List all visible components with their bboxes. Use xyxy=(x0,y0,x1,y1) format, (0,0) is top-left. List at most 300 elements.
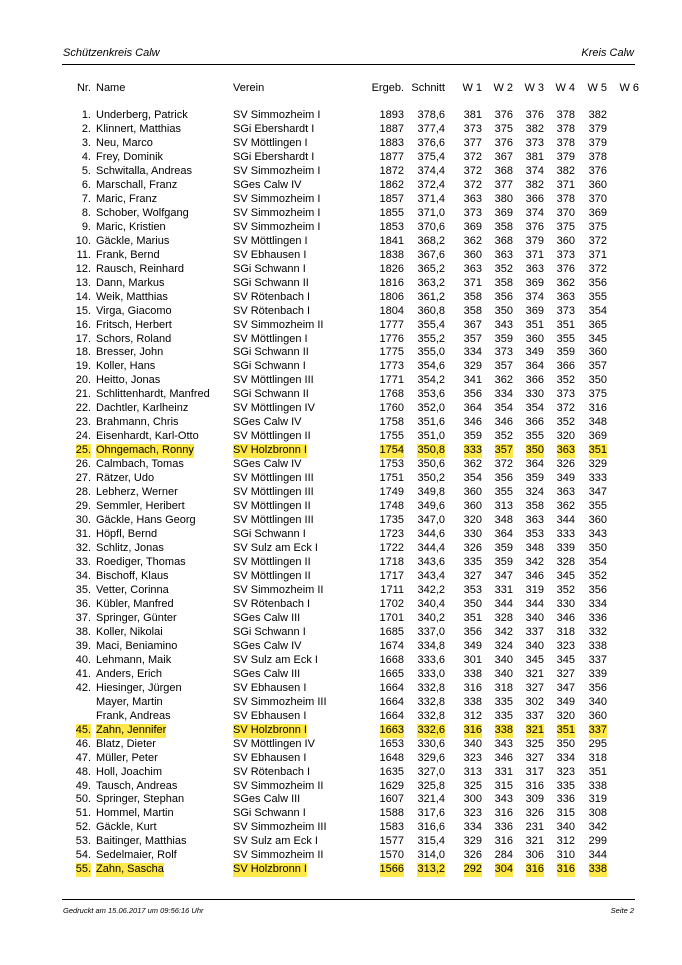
table-row xyxy=(0,584,682,598)
round-5-score: 356 xyxy=(588,276,607,289)
round-4-score: 320 xyxy=(556,709,575,722)
club: SV Simmozheim III xyxy=(233,821,327,834)
shooter-name: Brahmann, Chris xyxy=(96,416,179,429)
round-3-score: 350 xyxy=(525,444,544,457)
average-score: 330,6 xyxy=(417,737,445,750)
club: SGes Calw IV xyxy=(233,416,302,429)
table-row xyxy=(0,374,682,388)
average-score: 340,2 xyxy=(417,611,445,624)
club: SV Sulz am Eck I xyxy=(233,542,318,555)
round-5-score: 332 xyxy=(588,625,607,638)
round-1-score: 326 xyxy=(463,849,482,862)
table-row xyxy=(0,780,682,794)
rank: 23. xyxy=(75,416,91,429)
round-5-score: 369 xyxy=(588,430,607,443)
total-score: 1588 xyxy=(379,807,404,820)
table-row xyxy=(0,207,682,221)
round-5-score: 308 xyxy=(588,807,607,820)
total-score: 1758 xyxy=(379,416,404,429)
table-row xyxy=(0,626,682,640)
rank: 55. xyxy=(75,863,91,876)
round-1-score: 334 xyxy=(463,821,482,834)
round-2-score: 357 xyxy=(494,444,513,457)
table-row xyxy=(0,542,682,556)
round-1-score: 362 xyxy=(463,458,482,471)
average-score: 378,6 xyxy=(417,109,445,121)
total-score: 1883 xyxy=(379,136,404,149)
round-4-score: 335 xyxy=(556,779,575,792)
club: SV Holzbronn I xyxy=(233,863,307,876)
total-score: 1668 xyxy=(379,653,404,666)
shooter-name: Dann, Markus xyxy=(96,276,165,289)
round-2-score: 358 xyxy=(494,276,513,289)
average-score: 371,4 xyxy=(417,192,445,205)
club: SV Möttlingen I xyxy=(233,234,308,247)
round-1-score: 356 xyxy=(463,388,482,401)
total-score: 1718 xyxy=(379,556,404,568)
round-4-score: 355 xyxy=(556,332,575,345)
round-5-score: 318 xyxy=(588,751,607,764)
round-5-score: 338 xyxy=(588,779,607,792)
round-2-score: 334 xyxy=(494,388,513,401)
round-2-score: 343 xyxy=(494,793,513,806)
table-row xyxy=(0,486,682,500)
col-header-w3: W 3 xyxy=(524,82,544,94)
shooter-name: Vetter, Corinna xyxy=(96,583,169,596)
round-2-score: 318 xyxy=(494,681,513,694)
total-score: 1653 xyxy=(379,737,404,750)
round-4-score: 351 xyxy=(556,318,575,331)
total-score: 1751 xyxy=(379,472,404,485)
rank: 3. xyxy=(81,136,91,149)
shooter-name: Gäckle, Hans Georg xyxy=(96,514,196,527)
rank: 17. xyxy=(75,332,91,345)
total-score: 1674 xyxy=(379,639,404,652)
total-score: 1749 xyxy=(379,486,404,499)
club: SV Sulz am Eck I xyxy=(233,835,318,848)
shooter-name: Höpfl, Bernd xyxy=(96,528,158,541)
round-5-score: 343 xyxy=(588,528,607,541)
shooter-name: Maric, Kristien xyxy=(96,220,166,233)
club: SV Rötenbach I xyxy=(233,290,311,303)
club: SGi Schwann I xyxy=(233,360,306,373)
round-1-score: 373 xyxy=(463,206,482,219)
total-score: 1753 xyxy=(379,458,404,471)
table-row xyxy=(0,793,682,807)
shooter-name: Semmler, Heribert xyxy=(96,500,185,513)
round-5-score: 342 xyxy=(588,821,607,834)
round-3-score: 366 xyxy=(525,192,544,205)
round-2-score: 352 xyxy=(494,262,513,275)
round-4-score: 382 xyxy=(556,164,575,177)
rank: 22. xyxy=(75,402,91,415)
round-5-score: 344 xyxy=(588,849,607,862)
club: SGes Calw IV xyxy=(233,178,302,191)
round-1-score: 316 xyxy=(463,681,482,694)
round-2-score: 372 xyxy=(494,458,513,471)
shooter-name: Neu, Marco xyxy=(96,136,153,149)
round-4-score: 320 xyxy=(556,430,575,443)
average-score: 367,6 xyxy=(417,248,445,261)
table-row xyxy=(0,388,682,402)
round-4-score: 372 xyxy=(556,402,575,415)
round-4-score: 327 xyxy=(556,667,575,680)
average-score: 350,2 xyxy=(417,472,445,485)
rank: 26. xyxy=(75,458,91,471)
round-3-score: 374 xyxy=(525,290,544,303)
round-5-score: 352 xyxy=(588,569,607,582)
shooter-name: Schors, Roland xyxy=(96,332,172,345)
round-2-score: 376 xyxy=(494,109,513,121)
rank: 38. xyxy=(75,625,91,638)
shooter-name: Weik, Matthias xyxy=(96,290,168,303)
shooter-name: Ohngemach, Ronny xyxy=(96,444,194,457)
table-row xyxy=(0,430,682,444)
round-1-score: 326 xyxy=(463,542,482,555)
round-5-score: 357 xyxy=(588,360,607,373)
shooter-name: Springer, Günter xyxy=(96,611,177,624)
round-2-score: 373 xyxy=(494,346,513,359)
rank: 16. xyxy=(75,318,91,331)
average-score: 332,8 xyxy=(417,695,445,708)
average-score: 351,6 xyxy=(417,416,445,429)
club: SV Rötenbach I xyxy=(233,765,311,778)
average-score: 349,8 xyxy=(417,486,445,499)
round-3-score: 324 xyxy=(525,486,544,499)
round-1-score: 359 xyxy=(463,430,482,443)
total-score: 1855 xyxy=(379,206,404,219)
round-1-score: 320 xyxy=(463,514,482,527)
round-4-score: 362 xyxy=(556,276,575,289)
rank: 28. xyxy=(75,486,91,499)
table-row-highlighted xyxy=(0,863,682,877)
round-3-score: 374 xyxy=(525,206,544,219)
round-4-score: 360 xyxy=(556,234,575,247)
round-2-score: 357 xyxy=(494,360,513,373)
club: SV Simmozheim I xyxy=(233,220,321,233)
round-4-score: 312 xyxy=(556,835,575,848)
total-score: 1857 xyxy=(379,192,404,205)
round-2-score: 340 xyxy=(494,653,513,666)
round-1-score: 334 xyxy=(463,346,482,359)
total-score: 1663 xyxy=(379,723,404,736)
round-4-score: 376 xyxy=(556,262,575,275)
round-5-score: 379 xyxy=(588,136,607,149)
round-2-score: 331 xyxy=(494,583,513,596)
round-2-score: 364 xyxy=(494,528,513,541)
page-number: Seite 2 xyxy=(610,906,634,915)
table-row xyxy=(0,416,682,430)
round-2-score: 354 xyxy=(494,402,513,415)
round-4-score: 344 xyxy=(556,514,575,527)
round-3-score: 330 xyxy=(525,388,544,401)
shooter-name: Springer, Stephan xyxy=(96,793,185,806)
table-row xyxy=(0,402,682,416)
round-1-score: 333 xyxy=(463,444,482,457)
round-1-score: 329 xyxy=(463,360,482,373)
total-score: 1735 xyxy=(379,514,404,527)
round-2-score: 342 xyxy=(494,625,513,638)
round-4-score: 359 xyxy=(556,346,575,359)
round-3-score: 316 xyxy=(525,863,544,876)
total-score: 1711 xyxy=(380,583,404,596)
round-1-score: 381 xyxy=(463,109,482,121)
club: SV Möttlingen I xyxy=(233,332,308,345)
round-3-score: 309 xyxy=(525,793,544,806)
table-row xyxy=(0,151,682,165)
rank: 5. xyxy=(81,164,91,177)
table-row xyxy=(0,109,682,123)
rank: 32. xyxy=(75,542,91,555)
round-4-score: 318 xyxy=(556,625,575,638)
round-2-score: 358 xyxy=(494,220,513,233)
total-score: 1566 xyxy=(379,863,404,876)
table-row xyxy=(0,612,682,626)
round-3-score: 345 xyxy=(525,653,544,666)
shooter-name: Tausch, Andreas xyxy=(96,779,178,792)
table-row xyxy=(0,319,682,333)
round-4-score: 371 xyxy=(556,178,575,191)
round-4-score: 363 xyxy=(556,486,575,499)
round-2-score: 316 xyxy=(494,807,513,820)
round-4-score: 339 xyxy=(556,542,575,555)
round-1-score: 367 xyxy=(463,318,482,331)
rank: 53. xyxy=(75,835,91,848)
round-1-score: 372 xyxy=(463,164,482,177)
rank: 51. xyxy=(75,807,91,820)
round-2-score: 346 xyxy=(494,416,513,429)
shooter-name: Calmbach, Tomas xyxy=(96,458,184,471)
total-score: 1841 xyxy=(379,234,404,247)
shooter-name: Hommel, Martin xyxy=(96,807,174,820)
average-score: 374,4 xyxy=(417,164,445,177)
round-2-score: 331 xyxy=(494,765,513,778)
table-row xyxy=(0,849,682,863)
round-5-score: 350 xyxy=(588,374,607,387)
round-5-score: 375 xyxy=(588,388,607,401)
total-score: 1722 xyxy=(379,542,404,555)
round-4-score: 340 xyxy=(556,821,575,834)
total-score: 1570 xyxy=(379,849,404,862)
round-2-score: 316 xyxy=(494,835,513,848)
round-2-score: 375 xyxy=(494,122,513,135)
average-score: 332,8 xyxy=(417,681,445,694)
round-1-score: 329 xyxy=(463,835,482,848)
club: SV Möttlingen II xyxy=(233,556,311,568)
round-3-score: 355 xyxy=(525,430,544,443)
club: SGi Schwann I xyxy=(233,528,306,541)
total-score: 1754 xyxy=(379,444,404,457)
shooter-name: Marschall, Franz xyxy=(96,178,178,191)
round-2-score: 328 xyxy=(494,611,513,624)
total-score: 1816 xyxy=(379,276,404,289)
rank: 36. xyxy=(75,597,91,610)
total-score: 1665 xyxy=(379,667,404,680)
average-score: 365,2 xyxy=(417,262,445,275)
total-score: 1701 xyxy=(379,611,404,624)
total-score: 1862 xyxy=(379,178,404,191)
round-4-score: 350 xyxy=(556,737,575,750)
shooter-name: Fritsch, Herbert xyxy=(96,318,172,331)
rank: 7. xyxy=(81,192,91,205)
table-row xyxy=(0,235,682,249)
table-row xyxy=(0,570,682,584)
average-score: 352,0 xyxy=(417,402,445,415)
average-score: 329,6 xyxy=(417,751,445,764)
total-score: 1806 xyxy=(379,290,404,303)
round-3-score: 306 xyxy=(525,849,544,862)
average-score: 350,6 xyxy=(417,458,445,471)
round-2-score: 359 xyxy=(494,332,513,345)
round-4-score: 379 xyxy=(556,150,575,163)
total-score: 1702 xyxy=(379,597,404,610)
table-row xyxy=(0,766,682,780)
round-1-score: 316 xyxy=(463,723,482,736)
round-2-score: 362 xyxy=(494,374,513,387)
rank: 46. xyxy=(75,737,91,750)
table-row xyxy=(0,640,682,654)
total-score: 1773 xyxy=(379,360,404,373)
total-score: 1771 xyxy=(379,374,404,387)
average-score: 372,4 xyxy=(417,178,445,191)
average-score: 344,4 xyxy=(417,542,445,555)
round-4-score: 373 xyxy=(556,388,575,401)
shooter-name: Gäckle, Kurt xyxy=(96,821,157,834)
rank: 6. xyxy=(81,178,91,191)
col-header-w5: W 5 xyxy=(587,82,607,94)
average-score: 333,6 xyxy=(417,653,445,666)
round-1-score: 363 xyxy=(463,192,482,205)
total-score: 1717 xyxy=(379,569,404,582)
rank: 39. xyxy=(75,639,91,652)
total-score: 1760 xyxy=(379,402,404,415)
round-4-score: 352 xyxy=(556,374,575,387)
rank: 20. xyxy=(75,374,91,387)
average-score: 347,0 xyxy=(417,514,445,527)
total-score: 1777 xyxy=(379,318,404,331)
average-score: 351,0 xyxy=(417,430,445,443)
club: SV Möttlingen III xyxy=(233,374,314,387)
rank: 2. xyxy=(81,122,91,135)
col-header-ergeb: Ergeb. xyxy=(371,82,404,94)
round-3-score: 231 xyxy=(525,821,544,834)
total-score: 1583 xyxy=(379,821,404,834)
shooter-name: Baitinger, Matthias xyxy=(96,835,187,848)
shooter-name: Rausch, Reinhard xyxy=(96,262,185,275)
round-1-score: 340 xyxy=(463,737,482,750)
round-3-score: 348 xyxy=(525,542,544,555)
round-3-score: 353 xyxy=(525,528,544,541)
round-2-score: 377 xyxy=(494,178,513,191)
round-1-score: 364 xyxy=(463,402,482,415)
rank: 33. xyxy=(75,556,91,568)
average-score: 349,6 xyxy=(417,500,445,513)
round-5-score: 340 xyxy=(588,695,607,708)
average-score: 332,8 xyxy=(417,709,445,722)
rank: 31. xyxy=(75,528,91,541)
round-4-score: 326 xyxy=(556,458,575,471)
average-score: 355,2 xyxy=(417,332,445,345)
club: SGi Schwann II xyxy=(233,388,309,401)
rank: 15. xyxy=(75,304,91,317)
round-4-score: 345 xyxy=(556,569,575,582)
round-3-score: 337 xyxy=(525,625,544,638)
round-4-score: 362 xyxy=(556,500,575,513)
round-3-score: 369 xyxy=(525,304,544,317)
shooter-name: Underberg, Patrick xyxy=(96,109,188,121)
rank: 48. xyxy=(75,765,91,778)
club: SGi Schwann II xyxy=(233,346,309,359)
rank: 37. xyxy=(75,611,91,624)
round-4-score: 351 xyxy=(556,723,575,736)
round-4-score: 334 xyxy=(556,751,575,764)
rank: 41. xyxy=(75,667,91,680)
total-score: 1768 xyxy=(379,388,404,401)
table-row xyxy=(0,360,682,374)
table-row xyxy=(0,458,682,472)
shooter-name: Gäckle, Marius xyxy=(96,234,170,247)
club: SV Möttlingen I xyxy=(233,136,308,149)
total-score: 1635 xyxy=(379,765,404,778)
round-5-score: 337 xyxy=(588,723,607,736)
total-score: 1755 xyxy=(379,430,404,443)
round-2-score: 376 xyxy=(494,136,513,149)
round-3-score: 354 xyxy=(525,402,544,415)
average-score: 368,2 xyxy=(417,234,445,247)
round-5-score: 382 xyxy=(588,109,607,121)
average-score: 360,8 xyxy=(417,304,445,317)
round-4-score: 330 xyxy=(556,597,575,610)
round-4-score: 346 xyxy=(556,611,575,624)
table-row xyxy=(0,654,682,668)
shooter-name: Koller, Hans xyxy=(96,360,156,373)
club: SV Simmozheim II xyxy=(233,583,324,596)
rank: 40. xyxy=(75,653,91,666)
rank: 1. xyxy=(81,109,91,121)
total-score: 1893 xyxy=(379,109,404,121)
rank: 30. xyxy=(75,514,91,527)
table-row xyxy=(0,682,682,696)
total-score: 1853 xyxy=(379,220,404,233)
round-5-score: 365 xyxy=(588,318,607,331)
round-3-score: 363 xyxy=(525,514,544,527)
round-1-score: 377 xyxy=(463,136,482,149)
round-2-score: 338 xyxy=(494,723,513,736)
col-header-schnitt: Schnitt xyxy=(411,82,445,94)
round-1-score: 372 xyxy=(463,178,482,191)
round-1-score: 358 xyxy=(463,304,482,317)
round-5-score: 376 xyxy=(588,164,607,177)
round-5-score: 338 xyxy=(588,863,607,876)
round-3-score: 382 xyxy=(525,178,544,191)
club: SV Rötenbach I xyxy=(233,597,311,610)
shooter-name: Lehmann, Maik xyxy=(96,653,172,666)
table-row xyxy=(0,333,682,347)
rank: 21. xyxy=(75,388,91,401)
round-1-score: 312 xyxy=(463,709,482,722)
round-2-score: 355 xyxy=(494,486,513,499)
round-2-score: 350 xyxy=(494,304,513,317)
round-4-score: 373 xyxy=(556,248,575,261)
average-score: 354,2 xyxy=(417,374,445,387)
table-row xyxy=(0,472,682,486)
round-2-score: 356 xyxy=(494,472,513,485)
total-score: 1648 xyxy=(379,751,404,764)
shooter-name: Hiesinger, Jürgen xyxy=(96,681,182,694)
club: SV Möttlingen III xyxy=(233,514,314,527)
average-score: 340,4 xyxy=(417,597,445,610)
shooter-name: Klinnert, Matthias xyxy=(96,122,181,135)
